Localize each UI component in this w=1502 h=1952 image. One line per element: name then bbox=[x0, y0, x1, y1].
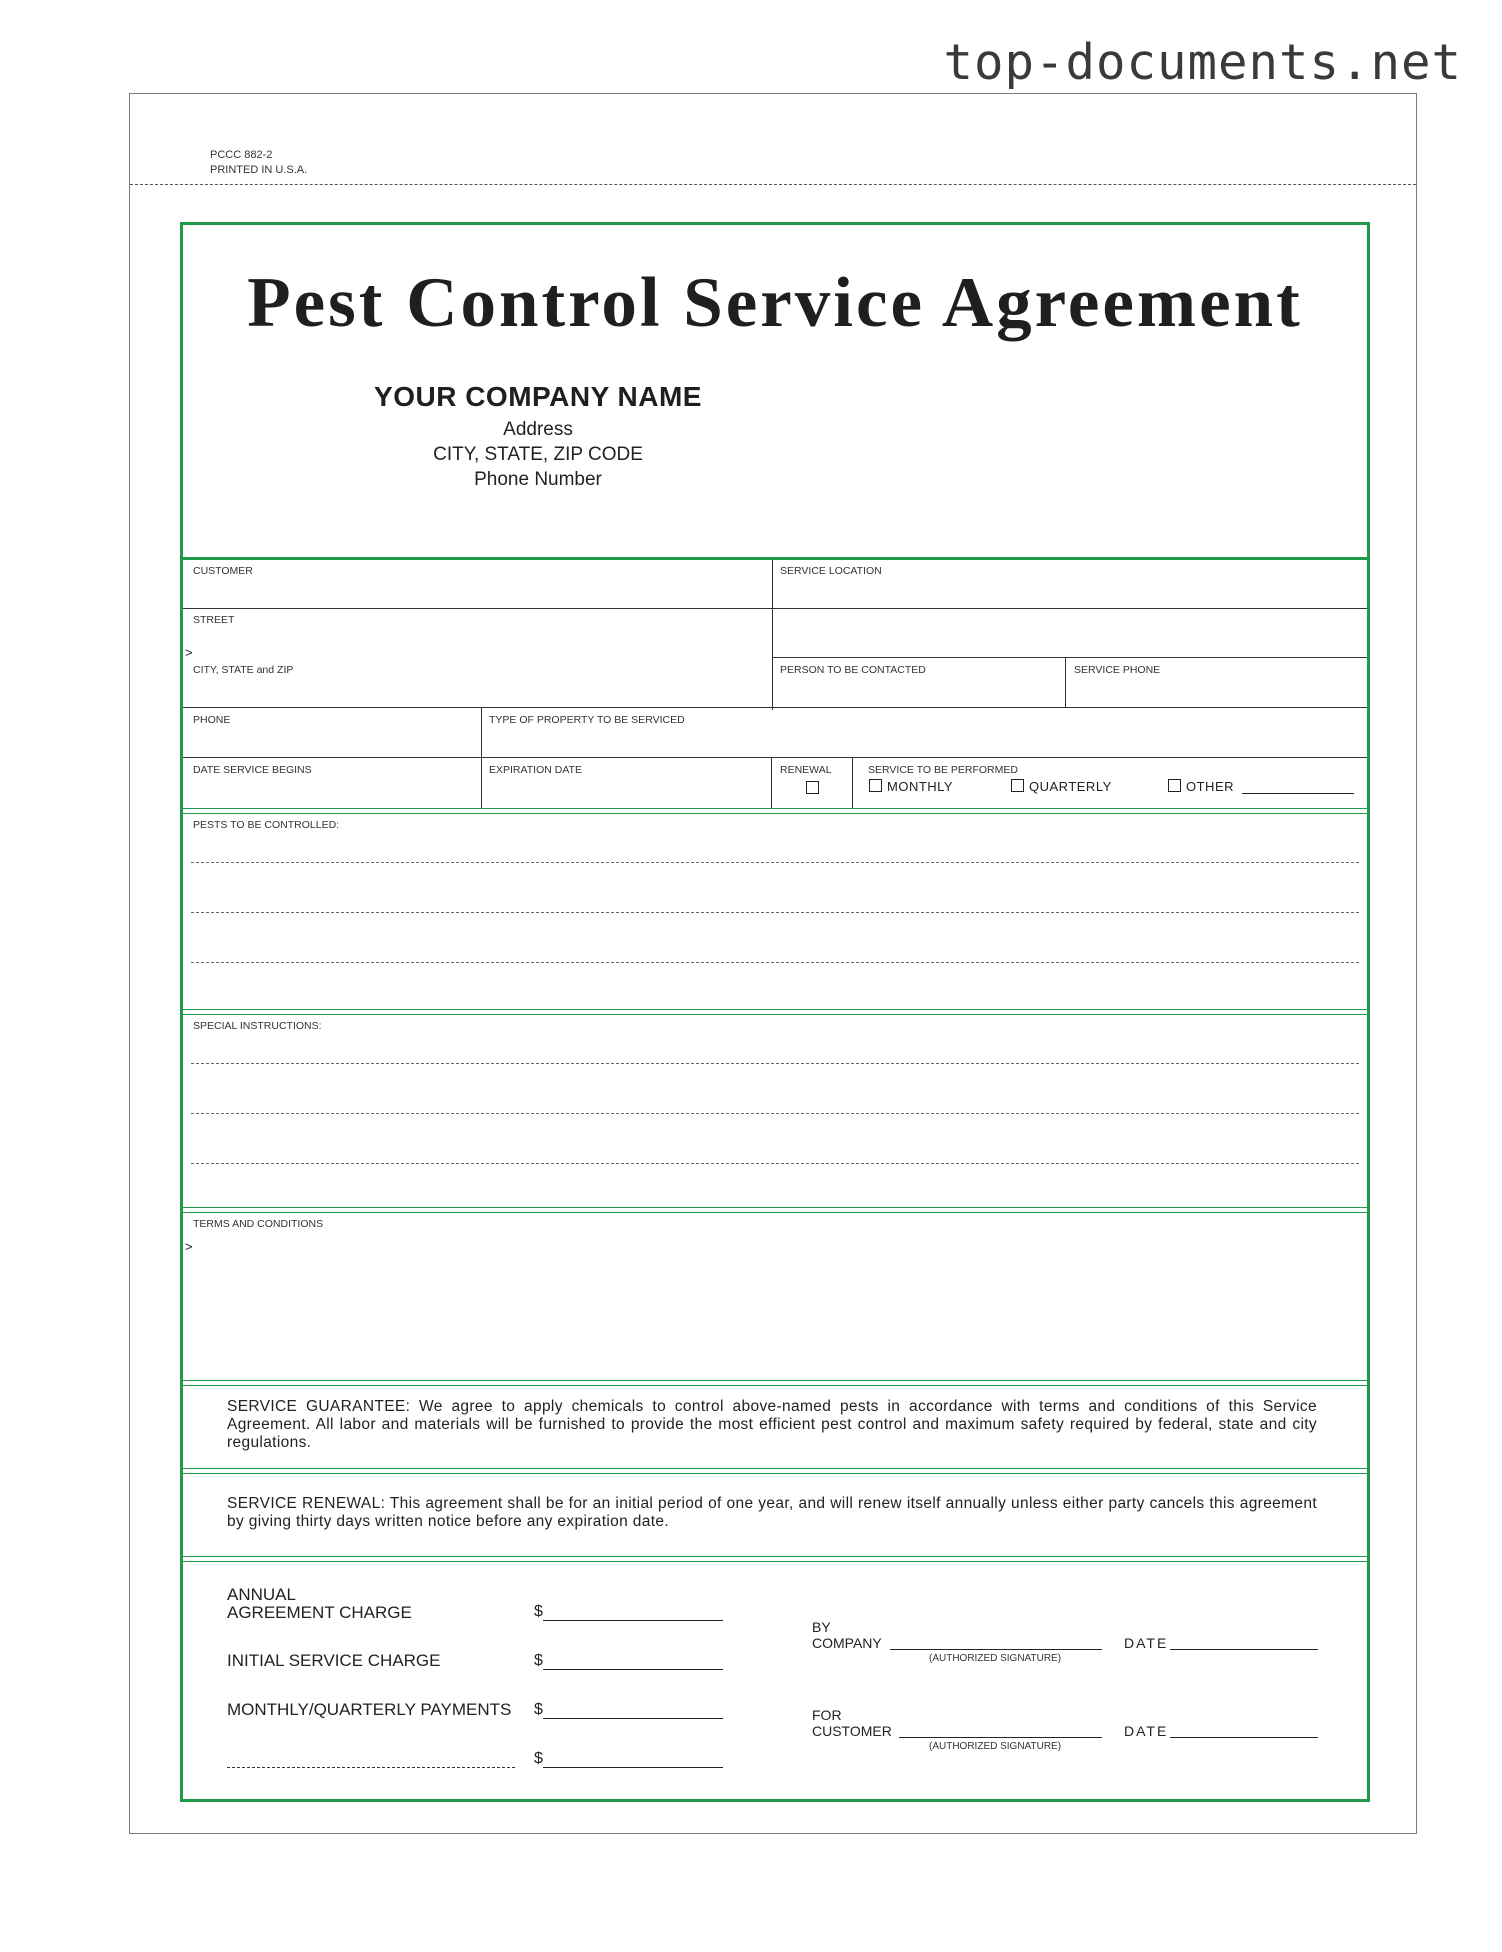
service-type-field-label: SERVICE TO BE PERFORMED bbox=[868, 764, 1018, 776]
section-divider bbox=[183, 808, 1367, 814]
quarterly-option-label: QUARTERLY bbox=[1029, 779, 1112, 794]
header-divider bbox=[183, 557, 1367, 560]
company-signature-caption: (AUTHORIZED SIGNATURE) bbox=[929, 1653, 1062, 1664]
company-city-state-zip: CITY, STATE, ZIP CODE bbox=[433, 444, 643, 465]
currency-sign: $ bbox=[534, 1652, 543, 1669]
company-date-line[interactable] bbox=[1170, 1649, 1318, 1650]
pests-section-label: PESTS TO BE CONTROLLED: bbox=[193, 819, 340, 831]
instructions-section-label: SPECIAL INSTRUCTIONS: bbox=[193, 1020, 322, 1032]
date-begins-field-label: DATE SERVICE BEGINS bbox=[193, 764, 312, 776]
column-divider bbox=[771, 757, 772, 809]
section-divider bbox=[183, 1207, 1367, 1213]
perforation-line bbox=[130, 184, 1416, 185]
row-divider bbox=[183, 608, 772, 609]
payments-blank[interactable] bbox=[543, 1700, 723, 1719]
agreement-form bbox=[180, 222, 1370, 1802]
column-divider bbox=[852, 757, 853, 809]
column-divider bbox=[1065, 657, 1066, 707]
customer-field-label: CUSTOMER bbox=[193, 565, 253, 577]
company-signature-line[interactable] bbox=[890, 1649, 1102, 1650]
street-marker: > bbox=[185, 645, 193, 660]
service-phone-field-label: SERVICE PHONE bbox=[1074, 664, 1161, 676]
row-divider bbox=[183, 757, 1367, 758]
service-renewal-text: SERVICE RENEWAL: This agreement shall be for an initial period of one year, and will renew itself annually unless either party cancels this agreement by giving thirty days written notice before any expiration date. bbox=[227, 1495, 1317, 1530]
company-date-label: DATE bbox=[1124, 1635, 1169, 1651]
company-address: Address bbox=[503, 419, 573, 440]
contact-person-field-label: PERSON TO BE CONTACTED bbox=[780, 664, 926, 676]
monthly-checkbox[interactable] bbox=[869, 779, 882, 792]
annual-charge-field[interactable] bbox=[534, 1602, 723, 1621]
customer-signature-label bbox=[812, 1707, 892, 1739]
monthly-option-label: MONTHLY bbox=[887, 779, 954, 794]
customer-signature-label-line2: CUSTOMER bbox=[812, 1723, 892, 1739]
customer-signature-line[interactable] bbox=[899, 1737, 1102, 1738]
other-option-label: OTHER bbox=[1186, 779, 1234, 794]
city-state-zip-field-label: CITY, STATE and ZIP bbox=[193, 664, 294, 676]
currency-sign: $ bbox=[534, 1750, 543, 1767]
annual-charge-label bbox=[227, 1586, 412, 1622]
column-divider bbox=[481, 707, 482, 809]
company-name: YOUR COMPANY NAME bbox=[374, 381, 702, 412]
pests-entry-line[interactable] bbox=[191, 912, 1359, 913]
annual-charge-label-line2: AGREEMENT CHARGE bbox=[227, 1603, 412, 1622]
renewal-checkbox[interactable] bbox=[806, 781, 819, 794]
quarterly-option[interactable] bbox=[1011, 779, 1112, 794]
terms-section-label: TERMS AND CONDITIONS bbox=[193, 1218, 324, 1230]
instructions-entry-line[interactable] bbox=[191, 1063, 1359, 1064]
print-code-origin: PRINTED IN U.S.A. bbox=[210, 164, 308, 176]
instructions-entry-line[interactable] bbox=[191, 1163, 1359, 1164]
customer-date-label: DATE bbox=[1124, 1723, 1169, 1739]
renewal-field-label: RENEWAL bbox=[780, 764, 832, 776]
row-divider bbox=[183, 707, 1367, 708]
company-block bbox=[323, 381, 753, 492]
print-code bbox=[210, 148, 307, 178]
service-guarantee-text: SERVICE GUARANTEE: We agree to apply chemicals to control above-named pests in accordance with terms and conditions of this Service Agreement. All labor and materials will be furnished to provide the most efficient pest control and maximum safety required by federal, state and city regulations. bbox=[227, 1398, 1317, 1451]
company-signature-label-line1: BY bbox=[812, 1619, 831, 1635]
annual-charge-label-line1: ANNUAL bbox=[227, 1585, 296, 1604]
monthly-option[interactable] bbox=[869, 779, 953, 794]
customer-date-line[interactable] bbox=[1170, 1737, 1318, 1738]
custom-charge-label-blank[interactable] bbox=[227, 1767, 515, 1768]
row-divider bbox=[772, 657, 1367, 658]
column-divider bbox=[772, 560, 773, 710]
phone-field-label: PHONE bbox=[193, 714, 231, 726]
custom-charge-blank[interactable] bbox=[543, 1749, 723, 1768]
annual-charge-blank[interactable] bbox=[543, 1602, 723, 1621]
expiration-date-field-label: EXPIRATION DATE bbox=[489, 764, 582, 776]
company-signature-label-line2: COMPANY bbox=[812, 1635, 882, 1651]
section-divider bbox=[183, 1380, 1367, 1386]
payments-field[interactable] bbox=[534, 1700, 723, 1719]
property-type-field-label: TYPE OF PROPERTY TO BE SERVICED bbox=[489, 714, 685, 726]
currency-sign: $ bbox=[534, 1603, 543, 1620]
row-divider bbox=[772, 608, 1367, 609]
initial-charge-blank[interactable] bbox=[543, 1651, 723, 1670]
company-signature-label bbox=[812, 1619, 882, 1651]
quarterly-checkbox[interactable] bbox=[1011, 779, 1024, 792]
customer-signature-label-line1: FOR bbox=[812, 1707, 842, 1723]
terms-marker: > bbox=[185, 1239, 193, 1254]
pests-entry-line[interactable] bbox=[191, 962, 1359, 963]
pests-entry-line[interactable] bbox=[191, 862, 1359, 863]
watermark: top-documents.net bbox=[943, 34, 1462, 91]
service-location-field-label: SERVICE LOCATION bbox=[780, 565, 882, 577]
section-divider bbox=[183, 1009, 1367, 1015]
company-phone: Phone Number bbox=[474, 469, 602, 490]
custom-charge-field[interactable] bbox=[534, 1749, 723, 1768]
other-blank[interactable] bbox=[1242, 779, 1354, 794]
customer-signature-caption: (AUTHORIZED SIGNATURE) bbox=[929, 1741, 1062, 1752]
initial-charge-label: INITIAL SERVICE CHARGE bbox=[227, 1651, 441, 1670]
other-checkbox[interactable] bbox=[1168, 779, 1181, 792]
instructions-entry-line[interactable] bbox=[191, 1113, 1359, 1114]
print-code-number: PCCC 882-2 bbox=[210, 149, 273, 161]
other-option[interactable] bbox=[1168, 779, 1354, 794]
payments-label: MONTHLY/QUARTERLY PAYMENTS bbox=[227, 1700, 512, 1719]
section-divider bbox=[183, 1468, 1367, 1474]
currency-sign: $ bbox=[534, 1701, 543, 1718]
initial-charge-field[interactable] bbox=[534, 1651, 723, 1670]
section-divider bbox=[183, 1556, 1367, 1562]
street-field-label: STREET bbox=[193, 614, 235, 626]
form-sheet bbox=[129, 93, 1417, 1834]
page-title: Pest Control Service Agreement bbox=[247, 264, 1303, 342]
